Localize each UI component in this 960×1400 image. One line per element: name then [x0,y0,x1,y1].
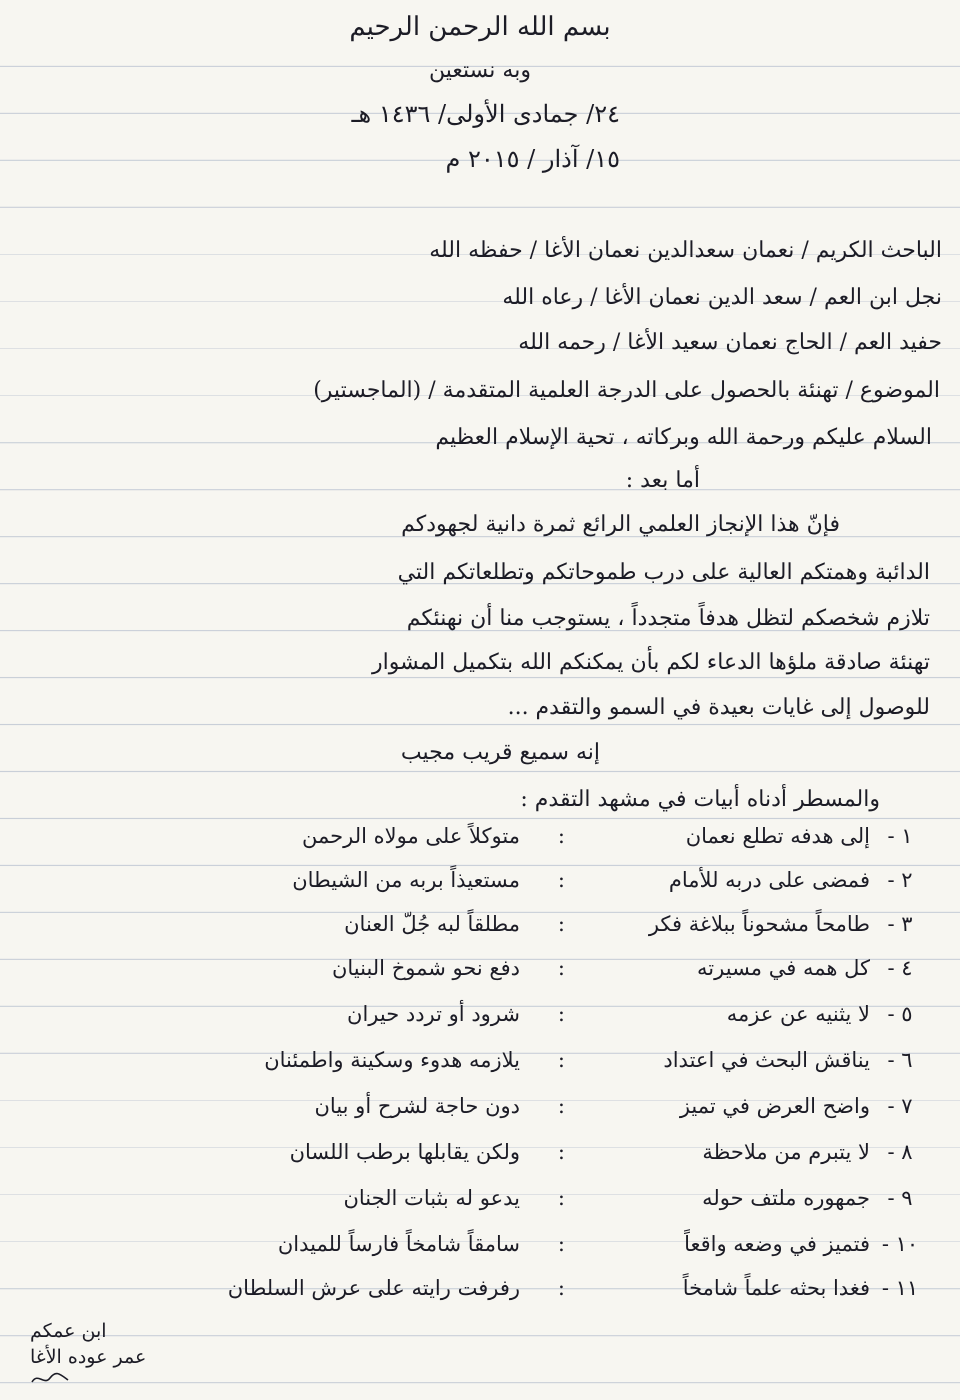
verse-number: ٦ - [887,1048,913,1072]
verse-number: ٤ - [887,956,913,980]
verse-second-half: متوكلاً على مولاه الرحمن [302,824,520,848]
verse-row [0,956,960,996]
verse-separator: : [557,1232,565,1256]
addressee-line: نجل ابن العم / سعد الدين نعمان الأغا / رعاه الله [502,285,942,310]
verse-row [0,912,960,952]
verse-first-half: فمضى على دربه للأمام [668,868,870,892]
verse-separator: : [557,1002,565,1026]
verse-second-half: يدعو له بثبات الجنان [343,1186,520,1210]
verse-first-half: طامحاً مشحوناً ببلاغة فكر [648,912,870,936]
verse-number: ١١ - [881,1276,919,1300]
verse-row [0,1186,960,1226]
verse-second-half: مطلقاً لبه جُلّ العنان [344,912,520,936]
greeting-line: السلام عليكم ورحمة الله وبركاته ، تحية الإسلام العظيم [435,425,932,450]
verse-separator: : [557,1140,565,1164]
signature-mark [30,1370,230,1396]
verse-number: ١٠ - [881,1232,919,1256]
verse-number: ٢ - [887,868,913,892]
paragraph-line: فإنّ هذا الإنجاز العلمي الرائع ثمرة دانية لجهودكم [401,512,840,537]
verse-second-half: رفرفت رايته على عرش السلطان [227,1276,520,1300]
verse-second-half: دون حاجة لشرح أو بيان [314,1094,520,1118]
verse-row [0,1094,960,1134]
verse-row [0,824,960,864]
verse-second-half: سامقاً شامخاً فارساً للميدان [277,1232,520,1256]
verse-separator: : [557,912,565,936]
verse-separator: : [557,1276,565,1300]
verse-row [0,1140,960,1180]
verse-second-half: ولكن يقابلها برطب اللسان [289,1140,520,1164]
verse-number: ٧ - [887,1094,913,1118]
verse-first-half: لا يتبرم من ملاحظة [702,1140,870,1164]
subline: وبه نستعين [429,58,531,83]
verse-number: ٨ - [887,1140,913,1164]
basmala-heading: بسم الله الرحمن الرحيم [349,12,611,42]
verse-separator: : [557,824,565,848]
verses-intro: والمسطر أدناه أبيات في مشهد التقدم : [520,787,880,812]
verse-number: ٥ - [887,1002,913,1026]
verse-first-half: لا يثنيه عن عزمه [726,1002,870,1026]
paragraph-line: تهنئة صادقة ملؤها الدعاء لكم بأن يمكنكم الله بتكميل المشوار [371,650,930,675]
verse-first-half: كل همه في مسيرته [697,956,870,980]
verse-second-half: شرود أو تردد حيران [347,1002,520,1026]
verse-first-half: يناقش البحث في اعتداد [663,1048,870,1072]
verse-first-half: إلى هدفه تطلع نعمان [685,824,870,848]
verse-number: ٩ - [887,1186,913,1210]
amma-baad: أما بعد : [625,468,700,493]
verse-separator: : [557,1186,565,1210]
paragraph-line: الدائبة وهمتكم العالية على درب طموحاتكم وتطلعاتكم التي [397,560,930,585]
verse-separator: : [557,1094,565,1118]
paragraph-line: تلازم شخصكم لتظل هدفاً متجدداً ، يستوجب منا أن نهنئكم [406,606,930,631]
paragraph-line: للوصول إلى غايات بعيدة في السمو والتقدم ... [507,695,930,720]
verse-row [0,1048,960,1088]
signature-name: عمر عوده الأغا [30,1346,147,1368]
verse-first-half: فتميز في وضعه واقعاً [684,1232,870,1256]
verse-number: ١ - [887,824,913,848]
verse-second-half: يلازمه هدوء وسكينة واطمئنان [264,1048,520,1072]
verse-separator: : [557,1048,565,1072]
subject-line: الموضوع / تهنئة بالحصول على الدرجة العلمية المتقدمة / (الماجستير) [313,378,940,403]
verse-second-half: دفع نحو شموخ البنيان [331,956,520,980]
closing-prayer: إنه سميع قريب مجيب [400,740,600,765]
addressee-line: الباحث الكريم / نعمان سعدالدين نعمان الأغا / حفظه الله [429,238,942,263]
verse-first-half: واضح العرض في تميز [679,1094,870,1118]
verse-row [0,868,960,908]
addressee-line: حفيد العم / الحاج نعمان سعيد الأغا / رحمه الله [518,330,942,355]
signature-line: ابن عمكم [30,1320,107,1342]
verse-first-half: جمهوره ملتف حوله [702,1186,870,1210]
verse-second-half: مستعيذاً بربه من الشيطان [292,868,520,892]
verse-separator: : [557,956,565,980]
verse-row [0,1232,960,1272]
verse-first-half: فغدا بحثه علماً شامخاً [682,1276,870,1300]
handwritten-signature-icon [30,1370,70,1388]
verse-separator: : [557,868,565,892]
verse-row [0,1002,960,1042]
verse-row [0,1276,960,1316]
date-hijri: ٢٤/ جمادى الأولى/ ١٤٣٦ هـ [351,100,620,128]
date-gregorian: ١٥/ آذار / ٢٠١٥ م [445,145,620,173]
verse-number: ٣ - [887,912,913,936]
signature-block [30,1318,230,1396]
